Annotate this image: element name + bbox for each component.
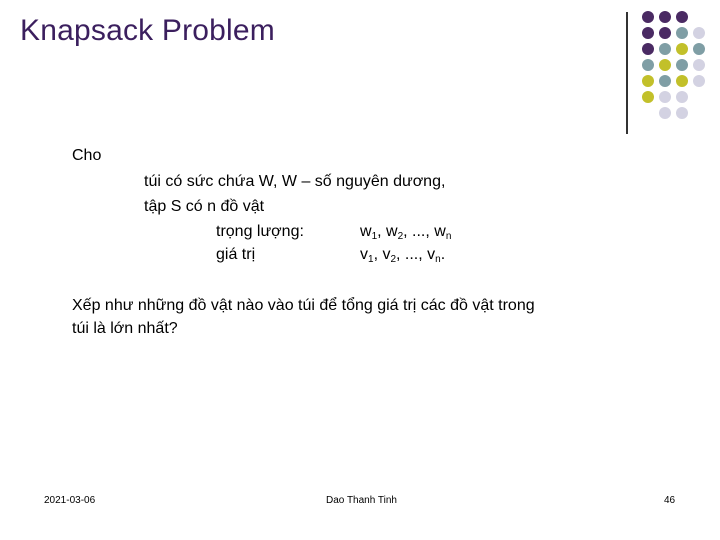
dot bbox=[659, 107, 671, 119]
weight-sub-1: 1 bbox=[371, 231, 378, 242]
value-end: . bbox=[440, 246, 446, 263]
dot bbox=[693, 59, 705, 71]
weight-w: w bbox=[360, 223, 372, 240]
dot bbox=[659, 27, 671, 39]
dot bbox=[642, 11, 654, 23]
decorative-divider bbox=[626, 12, 628, 134]
dot bbox=[693, 75, 705, 87]
dot bbox=[659, 75, 671, 87]
value-values bbox=[360, 245, 445, 270]
dot bbox=[676, 107, 688, 119]
weight-sep-2: , ..., w bbox=[403, 223, 446, 240]
dot bbox=[642, 43, 654, 55]
value-label: giá trị bbox=[216, 246, 256, 263]
value-sep-1: , v bbox=[373, 246, 391, 263]
dot bbox=[659, 59, 671, 71]
item-set-line: tập S có n đồ vật bbox=[144, 198, 265, 215]
value-sep-2: , ..., v bbox=[396, 246, 436, 263]
dot bbox=[676, 43, 688, 55]
dot bbox=[642, 91, 654, 103]
bag-capacity-line: túi có sức chứa W, W – số nguyên dương, bbox=[144, 173, 446, 190]
dot bbox=[676, 59, 688, 71]
weight-sub-n: n bbox=[445, 231, 452, 242]
dot bbox=[642, 59, 654, 71]
question-line-2: túi là lớn nhất? bbox=[72, 320, 178, 337]
value-sub-n: n bbox=[435, 254, 441, 265]
dot bbox=[676, 91, 688, 103]
footer-date: 2021-03-06 bbox=[44, 495, 96, 506]
dot bbox=[642, 75, 654, 87]
decorative-dot-grid bbox=[639, 8, 719, 118]
dot bbox=[659, 11, 671, 23]
dot bbox=[659, 43, 671, 55]
weight-label: trọng lượng: bbox=[216, 223, 304, 240]
cho-label: Cho bbox=[72, 147, 102, 164]
weight-sep-1: , w bbox=[377, 223, 398, 240]
value-v: v bbox=[360, 246, 368, 263]
weight-sub-2: 2 bbox=[397, 231, 404, 242]
value-sub-2: 2 bbox=[390, 254, 397, 265]
question-line-1: Xếp như những đồ vật nào vào túi để tổng giá trị các đồ vật trong bbox=[72, 297, 535, 314]
dot bbox=[693, 27, 705, 39]
dot bbox=[659, 91, 671, 103]
dot bbox=[693, 43, 705, 55]
dot bbox=[676, 27, 688, 39]
weight-values bbox=[360, 222, 451, 247]
footer-page-number: 46 bbox=[664, 495, 676, 506]
value-sub-1: 1 bbox=[368, 254, 374, 265]
footer-author: Dao Thanh Tinh bbox=[326, 495, 397, 506]
dot bbox=[676, 75, 688, 87]
dot bbox=[676, 11, 688, 23]
slide-title: Knapsack Problem bbox=[20, 14, 275, 47]
dot bbox=[642, 27, 654, 39]
